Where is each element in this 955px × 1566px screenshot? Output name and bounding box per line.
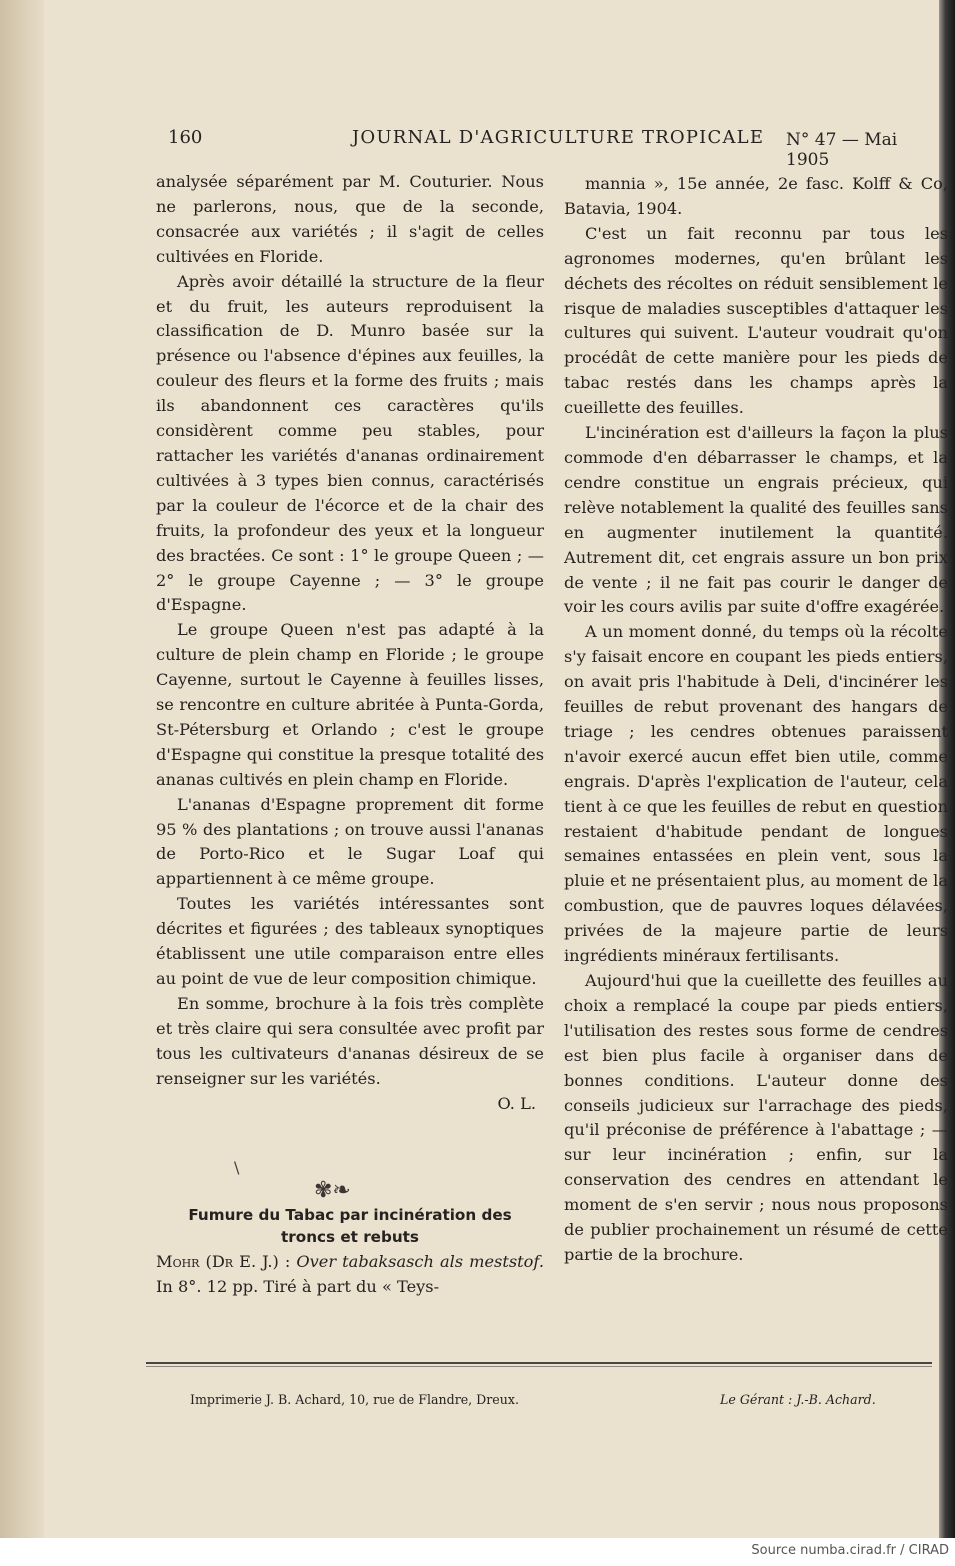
ref-title: Over tabaksasch als meststof. [296, 1252, 544, 1272]
paragraph: Le groupe Queen n'est pas adapté à la culture de plein champ en Floride ; le groupe Cayenne, surtout le Cayenne à feuilles lisses, se rencontre en culture abritée à Punta-Gorda, St-Pétersburg et Orlando ; c'est le groupe d'Espagne qui constitue la presque totalité des ananas cultivés en plein champ en Floride. [156, 620, 544, 789]
printer-imprint: Imprimerie J. B. Achard, 10, rue de Flandre, Dreux. [190, 1392, 519, 1407]
paragraph: analysée séparément par M. Couturier. Nous ne parlerons, nous, que de la seconde, consacrée aux variétés ; il s'agit de celles cultivées en Floride. [156, 172, 544, 266]
ornament-icon: ✾❧ [314, 1178, 351, 1203]
paragraph: A un moment donné, du temps où la récolte s'y faisait encore en coupant les pieds entiers, on avait pris l'habitude à Deli, d'incinérer les feuilles de rebut provenant des hangars de triage ; les cendres obtenues paraissent n'avoir exercé aucun effet bien utile, comme engrais. D'après l'explication de l'auteur, cela tient à ce que les feuilles de rebut en question restaient d'habitude pendant de longues semaines entassées en plein vent, sous la pluie et ne présentaient plus, au moment de la combustion, que de pauvres loques délavées, privées de la majeure partie de leurs ingrédients minéraux fertilisants. [564, 622, 948, 966]
bibliographic-reference [156, 1250, 544, 1300]
paragraph: L'ananas d'Espagne proprement dit forme 95 % des plantations ; on trouve aussi l'ananas de Porto-Rico et le Sugar Loaf qui appartiennent à ce même groupe. [156, 794, 544, 889]
source-credit: Source numba.cirad.fr / CIRAD [751, 1543, 949, 1558]
paragraph: Après avoir détaillé la structure de la fleur et du fruit, les auteurs reproduisent la classification de D. Munro basée sur la présence ou l'absence d'épines aux feuilles, la couleur des fleurs et la forme des fruits ; mais ils abandonnent ces caractères qu'ils considèrent comme peu stables, pour rattacher les variétés d'ananas ordinairement cultivées à 3 types bien connus, caractérisés par la couleur de l'écorce et de la chair des fruits, la profondeur des yeux et la longueur des bractées. Ce sont : 1° le groupe Queen ; — 2° le groupe Cayenne ; — 3° le groupe d'Espagne. [156, 271, 544, 615]
paragraph: C'est un fait reconnu par tous les agronomes modernes, qu'en brûlant les déchets des récoltes on réduit sensiblement le risque de maladies susceptibles d'attaquer les cultures qui suivent. L'auteur voudrait qu'on procédât de cette manière pour les pieds de tabac restés dans les champs après la cueillette des feuilles. [564, 223, 948, 418]
paragraph: L'incinération est d'ailleurs la façon la plus commode d'en débarrasser le champs, et la cendre constitue un engrais précieux, qui relève notablement la qualité des feuilles sans en augmenter inutilement la quantité. Autrement dit, cet engrais assure un bon prix de vente ; il ne fait pas courir le danger de voir les cours avilis par suite d'offre exagérée. [564, 423, 948, 617]
ref-author: Mohr (Dr E. J.) : [156, 1252, 297, 1272]
footer-rule [146, 1362, 932, 1364]
right-column [564, 172, 948, 1268]
footer-rule-thin [146, 1366, 932, 1367]
ref-details: In 8°. 12 pp. Tiré à part du « Teys- [156, 1277, 440, 1297]
journal-title: JOURNAL D'AGRICULTURE TROPICALE [352, 127, 765, 148]
issue-info: N° 47 — Mai 1905 [786, 130, 898, 170]
paragraph: Aujourd'hui que la cueillette des feuilles au choix a remplacé la coupe par pieds entiers, l'utilisation des restes sous forme de cendres est bien plus facile à organiser dans de bonnes conditions. L'auteur donne des conseils judicieux sur l'arrachage des pieds, qu'il préconise de préférence à l'abattage ; — sur leur incinération ; enfin, sur la conservation des cendres en attendant le moment de s'en servir ; nous nous proposons de publier prochainement un résumé de cette partie de la brochure. [564, 971, 948, 1264]
signature: O. L. [497, 1093, 536, 1113]
section-title-line: Fumure du Tabac par incinération des [188, 1206, 512, 1225]
page-number: 160 [168, 127, 203, 148]
paragraph: En somme, brochure à la fois très complète et très claire qui sera consultée avec profit par tous les cultivateurs d'ananas désireux de se renseigner sur les variétés. [156, 993, 544, 1088]
left-column [156, 170, 544, 1300]
section-title-line: troncs et rebuts [281, 1228, 419, 1247]
stray-mark: \ [234, 1158, 240, 1177]
paragraph: mannia », 15e année, 2e fasc. Kolff & Co, Batavia, 1904. [564, 174, 948, 218]
page-content [46, 0, 948, 1538]
ornament-spacer [156, 1116, 544, 1178]
book-spine-shadow [0, 0, 44, 1538]
paragraph: Toutes les variétés intéressantes sont décrites et figurées ; des tableaux synoptiques établissent une utile comparaison entre elles au point de vue de leur composition chimique. [156, 894, 544, 988]
manager-credit: Le Gérant : J.-B. Achard. [720, 1392, 876, 1407]
section-title [156, 1204, 544, 1248]
